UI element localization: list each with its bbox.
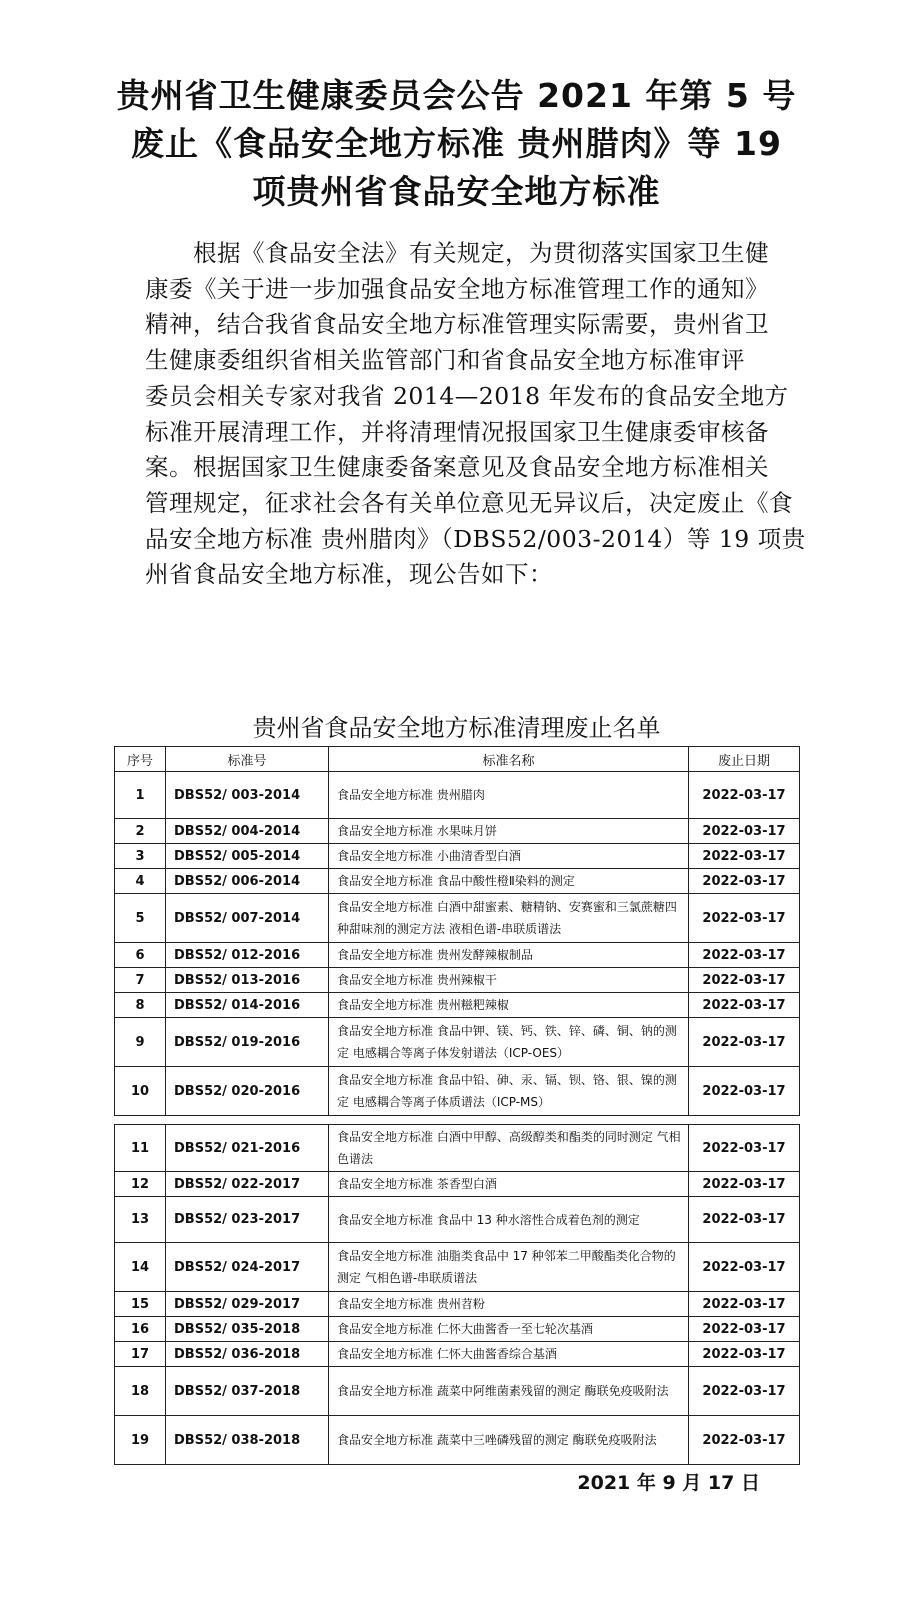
standard-code: DBS52/ 035-2018 [166, 1317, 329, 1342]
repeal-date: 2022-03-17 [689, 943, 800, 968]
repeal-date: 2022-03-17 [689, 1317, 800, 1342]
row-number: 19 [115, 1416, 166, 1465]
title-line: 贵州省卫生健康委员会公告 2021 年第 5 号 [116, 76, 797, 115]
standard-name: 食品安全地方标准 小曲清香型白酒 [329, 844, 689, 869]
standard-name: 食品安全地方标准 食品中 13 种水溶性合成着色剂的测定 [329, 1197, 689, 1243]
body-line: 生健康委组织省相关监管部门和省食品安全地方标准审评 [145, 346, 745, 375]
table-row [115, 1416, 800, 1465]
repeal-date: 2022-03-17 [689, 869, 800, 894]
standard-name: 食品安全地方标准 贵州辣椒干 [329, 968, 689, 993]
table-row [115, 993, 800, 1018]
standards-table-part1 [114, 746, 800, 1116]
row-number: 11 [115, 1125, 166, 1172]
standard-code: DBS52/ 021-2016 [166, 1125, 329, 1172]
row-number: 7 [115, 968, 166, 993]
announcement-body [145, 236, 806, 593]
table-row [115, 772, 800, 819]
table-row [115, 1342, 800, 1367]
table-row [115, 1197, 800, 1243]
repeal-date: 2022-03-17 [689, 1342, 800, 1367]
repeal-date: 2022-03-17 [689, 844, 800, 869]
table-row [115, 943, 800, 968]
standard-name: 食品安全地方标准 食品中酸性橙Ⅱ染料的测定 [329, 869, 689, 894]
row-number: 13 [115, 1197, 166, 1243]
row-number: 1 [115, 772, 166, 819]
repeal-date: 2022-03-17 [689, 819, 800, 844]
standard-name: 食品安全地方标准 白酒中甜蜜素、糖精钠、安赛蜜和三氯蔗糖四种甜味剂的测定方法 液相色谱-串联质谱法 [329, 894, 689, 943]
standard-name: 食品安全地方标准 水果味月饼 [329, 819, 689, 844]
standard-code: DBS52/ 003-2014 [166, 772, 329, 819]
row-number: 8 [115, 993, 166, 1018]
standard-name: 食品安全地方标准 仁怀大曲酱香一至七轮次基酒 [329, 1317, 689, 1342]
body-line: 康委《关于进一步加强食品安全地方标准管理工作的通知》 [145, 274, 769, 303]
standard-code: DBS52/ 024-2017 [166, 1243, 329, 1292]
repeal-date: 2022-03-17 [689, 894, 800, 943]
body-line: 案。根据国家卫生健康委备案意见及食品安全地方标准相关 [145, 453, 769, 482]
header-date: 废止日期 [689, 747, 800, 772]
table-row [115, 1367, 800, 1416]
row-number: 17 [115, 1342, 166, 1367]
repeal-date: 2022-03-17 [689, 1067, 800, 1116]
standard-name: 食品安全地方标准 贵州发酵辣椒制品 [329, 943, 689, 968]
standards-table-part2 [114, 1124, 800, 1465]
standard-code: DBS52/ 036-2018 [166, 1342, 329, 1367]
header-no: 序号 [115, 747, 166, 772]
standard-name: 食品安全地方标准 蔬菜中阿维菌素残留的测定 酶联免疫吸附法 [329, 1367, 689, 1416]
table-row [115, 1125, 800, 1172]
row-number: 4 [115, 869, 166, 894]
standard-code: DBS52/ 006-2014 [166, 869, 329, 894]
repeal-date: 2022-03-17 [689, 1172, 800, 1197]
body-line: 管理规定，征求社会各有关单位意见无异议后，决定废止《食 [145, 488, 793, 517]
standard-code: DBS52/ 012-2016 [166, 943, 329, 968]
body-line: 精神，结合我省食品安全地方标准管理实际需要，贵州省卫 [145, 310, 769, 339]
repeal-date: 2022-03-17 [689, 1197, 800, 1243]
repeal-date: 2022-03-17 [689, 1018, 800, 1067]
standard-code: DBS52/ 007-2014 [166, 894, 329, 943]
header-name: 标准名称 [329, 747, 689, 772]
document-title [60, 72, 853, 216]
body-line: 州省食品安全地方标准，现公告如下： [145, 560, 553, 589]
body-line: 根据《食品安全法》有关规定，为贯彻落实国家卫生健 [145, 239, 769, 267]
repeal-date: 2022-03-17 [689, 1367, 800, 1416]
standard-code: DBS52/ 037-2018 [166, 1367, 329, 1416]
row-number: 10 [115, 1067, 166, 1116]
repeal-date: 2022-03-17 [689, 993, 800, 1018]
standard-name: 食品安全地方标准 仁怀大曲酱香综合基酒 [329, 1342, 689, 1367]
row-number: 5 [115, 894, 166, 943]
standard-name: 食品安全地方标准 油脂类食品中 17 种邻苯二甲酸酯类化合物的测定 气相色谱-串联质谱法 [329, 1243, 689, 1292]
row-number: 14 [115, 1243, 166, 1292]
body-line: 委员会相关专家对我省 2014—2018 年发布的食品安全地方 [145, 381, 789, 410]
standard-name: 食品安全地方标准 蔬菜中三唑磷残留的测定 酶联免疫吸附法 [329, 1416, 689, 1465]
table-row [115, 869, 800, 894]
table-row [115, 968, 800, 993]
header-code: 标准号 [166, 747, 329, 772]
standard-name: 食品安全地方标准 白酒中甲醇、高级醇类和酯类的同时测定 气相色谱法 [329, 1125, 689, 1172]
table-row [115, 1172, 800, 1197]
standard-name: 食品安全地方标准 贵州糍粑辣椒 [329, 993, 689, 1018]
standard-code: DBS52/ 023-2017 [166, 1197, 329, 1243]
table-row [115, 1292, 800, 1317]
title-line: 项贵州省食品安全地方标准 [252, 172, 661, 211]
standard-code: DBS52/ 014-2016 [166, 993, 329, 1018]
row-number: 16 [115, 1317, 166, 1342]
table-row [115, 894, 800, 943]
standard-name: 食品安全地方标准 食品中铅、砷、汞、镉、钡、铬、银、镍的测定 电感耦合等离子体质谱法（ICP-MS） [329, 1067, 689, 1116]
standard-name: 食品安全地方标准 茶香型白酒 [329, 1172, 689, 1197]
repeal-date: 2022-03-17 [689, 1292, 800, 1317]
table-row [115, 1018, 800, 1067]
body-line: 标准开展清理工作，并将清理情况报国家卫生健康委审核备 [145, 417, 769, 446]
standard-code: DBS52/ 013-2016 [166, 968, 329, 993]
standard-code: DBS52/ 020-2016 [166, 1067, 329, 1116]
row-number: 18 [115, 1367, 166, 1416]
standard-code: DBS52/ 029-2017 [166, 1292, 329, 1317]
standard-code: DBS52/ 022-2017 [166, 1172, 329, 1197]
repeal-date: 2022-03-17 [689, 1125, 800, 1172]
table-row [115, 844, 800, 869]
row-number: 12 [115, 1172, 166, 1197]
list-title: 贵州省食品安全地方标准清理废止名单 [252, 714, 661, 742]
body-line: 品安全地方标准 贵州腊肉》（DBS52/003-2014）等 19 项贵 [145, 524, 806, 553]
table-row [115, 1317, 800, 1342]
repeal-date: 2022-03-17 [689, 772, 800, 819]
repeal-date: 2022-03-17 [689, 1416, 800, 1465]
sign-date: 2021 年 9 月 17 日 [577, 1472, 760, 1494]
table-row [115, 1243, 800, 1292]
row-number: 3 [115, 844, 166, 869]
standard-name: 食品安全地方标准 贵州苕粉 [329, 1292, 689, 1317]
repeal-date: 2022-03-17 [689, 968, 800, 993]
standard-name: 食品安全地方标准 贵州腊肉 [329, 772, 689, 819]
row-number: 9 [115, 1018, 166, 1067]
row-number: 6 [115, 943, 166, 968]
standard-code: DBS52/ 005-2014 [166, 844, 329, 869]
table-row [115, 1067, 800, 1116]
row-number: 2 [115, 819, 166, 844]
standard-code: DBS52/ 019-2016 [166, 1018, 329, 1067]
row-number: 15 [115, 1292, 166, 1317]
standard-code: DBS52/ 038-2018 [166, 1416, 329, 1465]
title-line: 废止《食品安全地方标准 贵州腊肉》等 19 [131, 124, 782, 163]
standard-code: DBS52/ 004-2014 [166, 819, 329, 844]
table-row [115, 819, 800, 844]
standard-name: 食品安全地方标准 食品中钾、镁、钙、铁、锌、磷、铜、钠的测定 电感耦合等离子体发射谱法（ICP-OES） [329, 1018, 689, 1067]
repeal-date: 2022-03-17 [689, 1243, 800, 1292]
